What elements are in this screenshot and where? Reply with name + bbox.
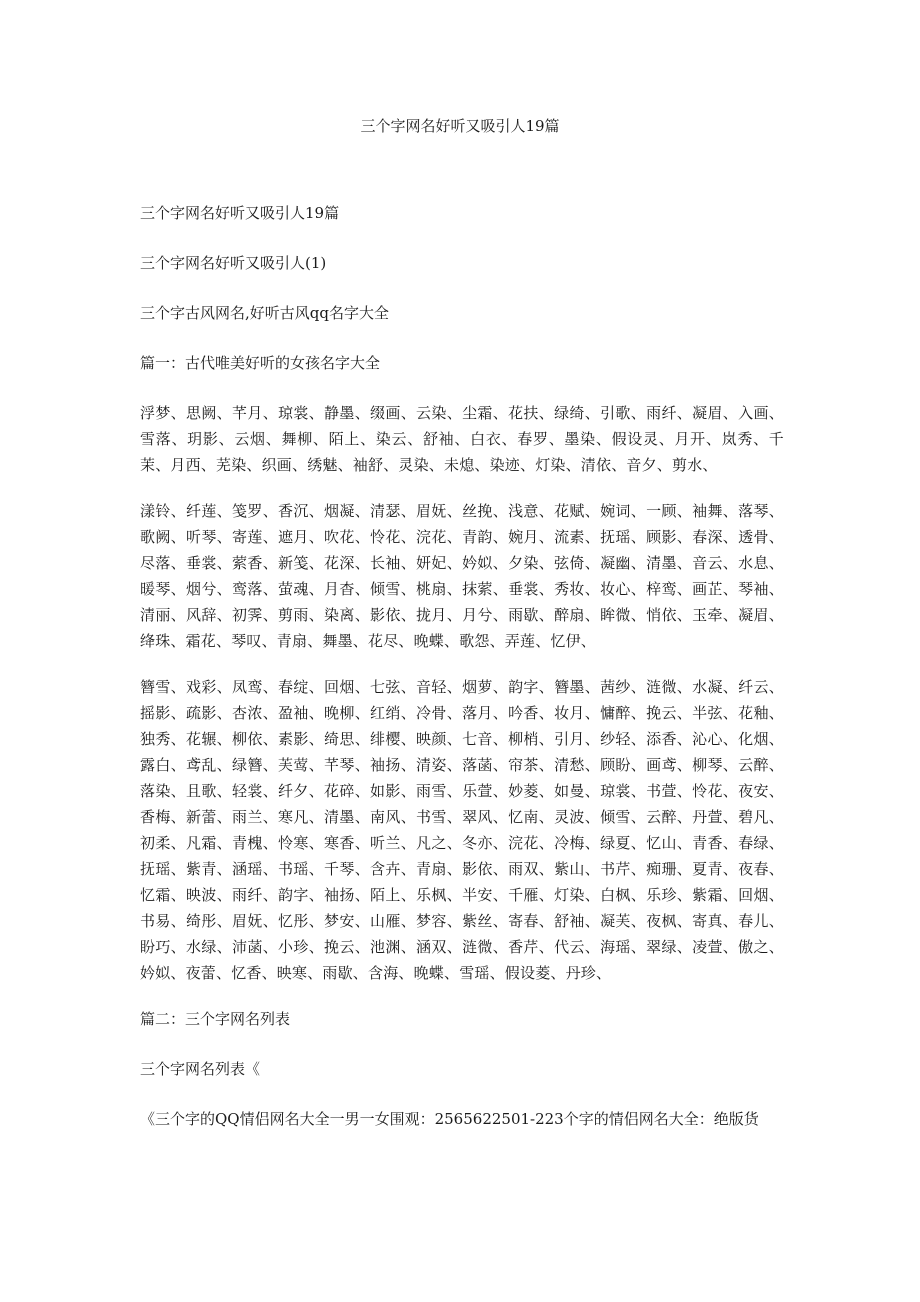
heading-2: 三个字古风网名,好听古风qq名字大全 — [140, 304, 389, 322]
list-heading: 三个字网名列表《 — [140, 1060, 261, 1078]
name-list-paragraph-1: 浮梦、思阙、芊月、琼裳、静墨、缀画、云染、尘霜、花扶、绿绮、引歌、雨纤、凝眉、入画、雪落、玥影、云烟、舞柳、陌上、染云、舒袖、白衣、春罗、墨染、假设灵、月开、岚秀、千茉、月西、芜染、织画、绣魅、袖舒、灵染、未熄、染迹、灯染、清依、音夕、剪水、 — [140, 404, 784, 474]
subtitle: 三个字网名好听又吸引人19篇 — [140, 204, 340, 222]
section-heading-2: 篇二：三个字网名列表 — [140, 1010, 291, 1028]
section-heading-1: 篇一：古代唯美好听的女孩名字大全 — [140, 354, 381, 372]
name-list-paragraph-2: 漾铃、纤莲、笺罗、香沉、烟凝、清瑟、眉妩、丝挽、浅意、花赋、婉词、一顾、袖舞、落琴、歌阙、听琴、寄莲、遮月、吹花、怜花、浣花、青韵、婉月、流素、抚瑶、顾影、春深、透骨、尽落、垂裳、萦香、新笺、花深、长袖、妍妃、妗姒、夕染、弦倚、凝幽、清墨、音云、水息、暖琴、烟兮、鸾落、萤魂、月杳、倾雪、桃扇、抹萦、垂裳、秀妆、妆心、梓鸾、画芷、琴袖、清丽、风辞、初霁、剪雨、染离、影依、拢月、月兮、雨歇、醉扇、眸微、悄依、玉牵、凝眉、绛珠、霜花、琴叹、青扇、舞墨、花尽、晚蝶、歌怨、弄莲、忆伊、 — [140, 502, 784, 650]
last-line: 《三个字的QQ情侣网名大全一男一女围观：2565622501-223个字的情侣网名大全：绝版货 — [140, 1110, 759, 1128]
name-list-paragraph-3: 簪雪、戏彩、凤鸾、春绽、回烟、七弦、音轻、烟萝、韵字、簪墨、茜纱、涟微、水凝、纤云、摇影、疏影、杏浓、盈袖、晚柳、红绡、冷骨、落月、吟香、妆月、慵醉、挽云、半弦、花釉、独秀、花辗、柳依、素影、绮思、绯樱、映颜、七音、柳梢、引月、纱轻、添香、沁心、化烟、露白、鸢乱、绿簪、芙莺、芊琴、袖扬、清姿、落菡、帘茶、清愁、顾盼、画鸢、柳琴、云醉、落染、且歌、轻裳、纤夕、花碎、如影、雨雪、乐萱、妙菱、如曼、琼裳、书萱、怜花、夜安、香梅、新蕾、雨兰、寒凡、清墨、南风、书雪、翠风、忆南、灵波、倾雪、云醉、丹萱、碧凡、初柔、凡霜、青槐、怜寒、寒香、听兰、凡之、冬亦、浣花、冷梅、绿夏、忆山、青香、春绿、抚瑶、紫青、涵瑶、书瑶、千琴、含卉、青扇、影依、雨双、紫山、书芹、痴珊、夏青、夜春、忆霜、映波、雨纤、韵字、袖扬、陌上、乐枫、半安、千雁、灯染、白枫、乐珍、紫霜、回烟、书易、绮彤、眉妩、忆彤、梦安、山雁、梦容、紫丝、寄春、舒袖、凝芙、夜枫、寄真、春儿、盼巧、水绿、沛菡、小珍、挽云、池渊、涵双、涟微、香芹、代云、海瑶、翠绿、凌萱、傲之、妗姒、夜蕾、忆香、映寒、雨歇、含海、晚蝶、雪瑶、假设菱、丹珍、 — [140, 678, 784, 982]
document-title: 三个字网名好听又吸引人19篇 — [360, 117, 560, 135]
document-body — [140, 200, 784, 1156]
heading-1: 三个字网名好听又吸引人(1) — [140, 254, 327, 272]
